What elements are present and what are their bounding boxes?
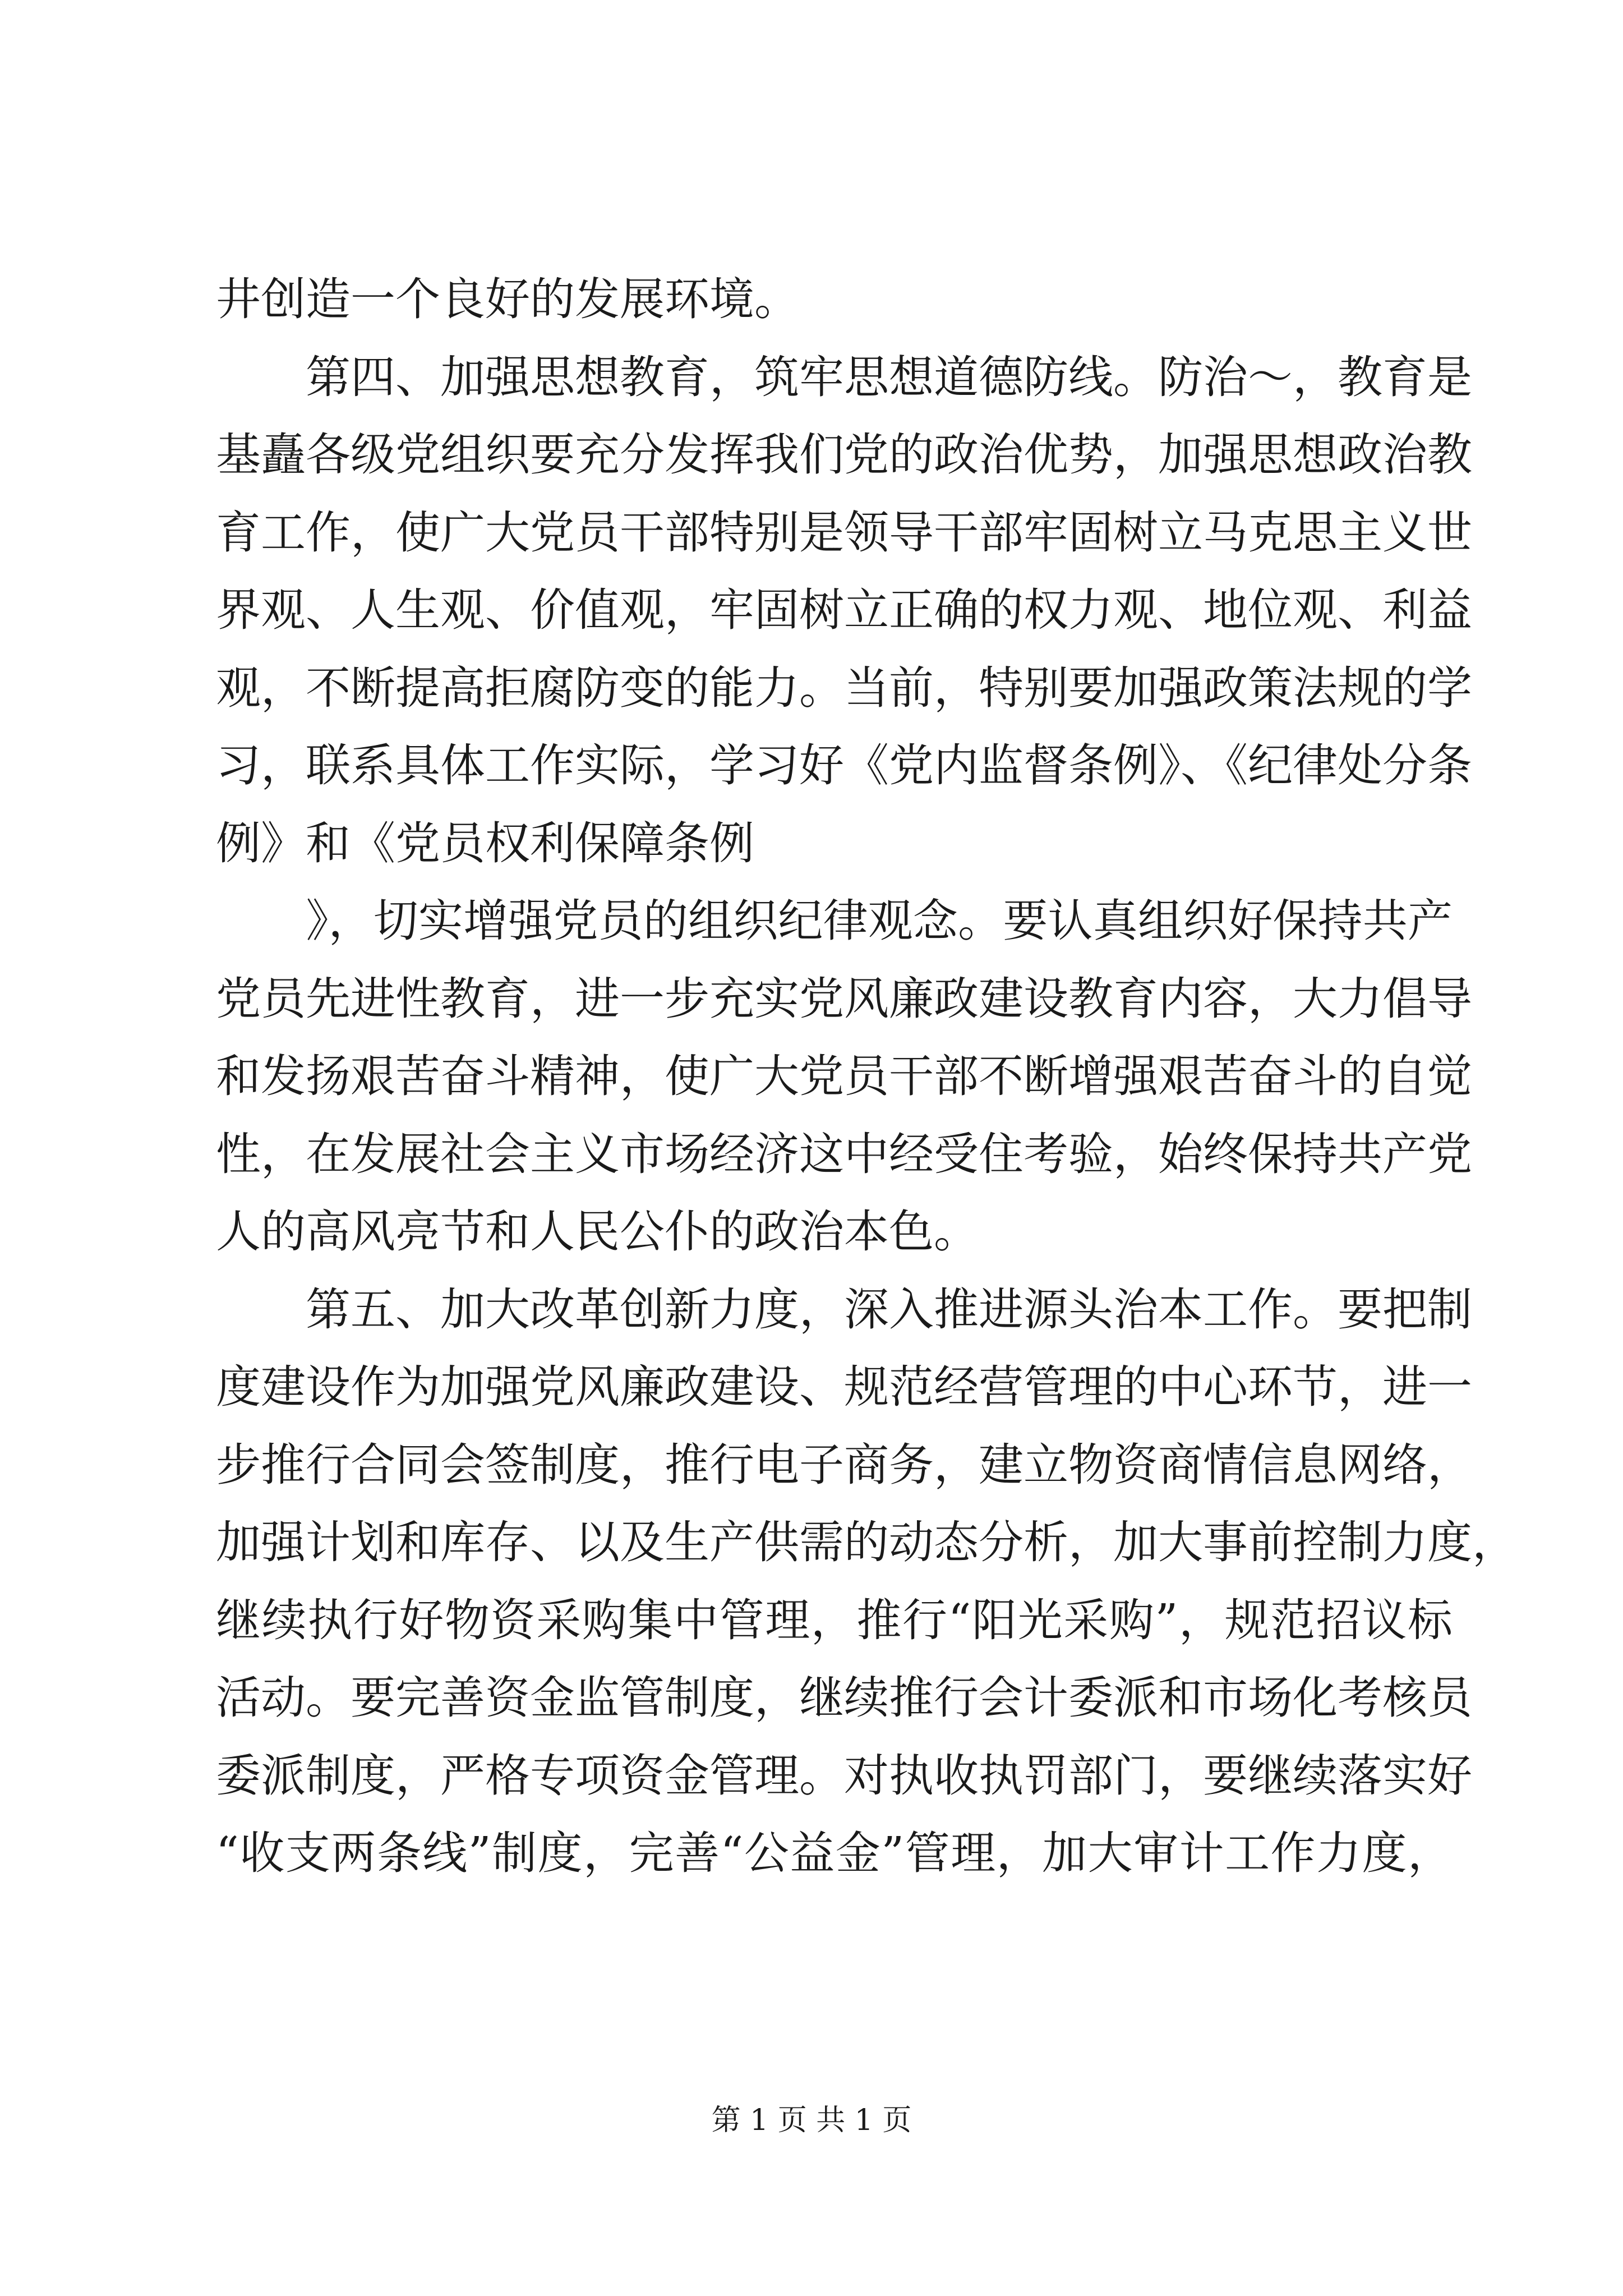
text-line: 育工作，使广大党员干部特别是领导干部牢固树立马克思主义世 <box>216 506 1472 559</box>
text-line: 党员先进性教育，进一步充实党风廉政建设教育内容，大力倡导 <box>216 972 1472 1025</box>
text-line: 度建设作为加强党风廉政建设、规范经营管理的中心环节，进一 <box>216 1361 1472 1413</box>
text-line: 活动。要完善资金监管制度，继续推行会计委派和市场化考核员 <box>216 1672 1472 1724</box>
body-text <box>216 261 1517 1893</box>
text-line: 步推行合同会签制度，推行电子商务，建立物资商情信息网络， <box>216 1438 1472 1491</box>
text-line: 和发扬艰苦奋斗精神，使广大党员干部不断增强艰苦奋斗的自觉 <box>216 1050 1472 1102</box>
text-line: 性，在发展社会主义市场经济这中经受住考验，始终保持共产党 <box>216 1128 1472 1180</box>
text-line: 井创造一个良好的发展环境。 <box>216 273 799 325</box>
text-line: 委派制度，严格专项资金管理。对执收执罚部门，要继续落实好 <box>216 1749 1472 1802</box>
text-line: 习，联系具体工作实际，学习好《党内监督条例》、《纪律处分条 <box>216 739 1472 792</box>
text-line: 观，不断提高拒腐防变的能力。当前，特别要加强政策法规的学 <box>216 661 1472 714</box>
text-line: 基矗各级党组织要充分发挥我们党的政治优势，加强思想政治教 <box>216 429 1472 481</box>
text-line: 加强计划和库存、以及生产供需的动态分析，加大事前控制力度， <box>216 1516 1517 1568</box>
text-line: 》，切实增强党员的组织纪律观念。要认真组织好保持共产 <box>216 895 1453 947</box>
text-line: 第五、加大改革创新力度，深入推进源头治本工作。要把制 <box>216 1283 1472 1336</box>
text-line: 界观、人生观、价值观，牢固树立正确的权力观、地位观、利益 <box>216 584 1472 636</box>
text-line: “收支两条线”制度，完善“公益金”管理，加大审计工作力度， <box>216 1827 1453 1879</box>
text-line: 第四、加强思想教育，筑牢思想道德防线。防治～，教育是 <box>216 351 1472 403</box>
page-footer: 第 1 页 共 1 页 <box>711 2104 912 2137</box>
text-line: 例》和《党员权利保障条例 <box>216 817 754 869</box>
text-line: 人的高风亮节和人民公仆的政治本色。 <box>216 1205 979 1258</box>
text-line: 继续执行好物资采购集中管理，推行“阳光采购”，规范招议标 <box>216 1594 1453 1646</box>
